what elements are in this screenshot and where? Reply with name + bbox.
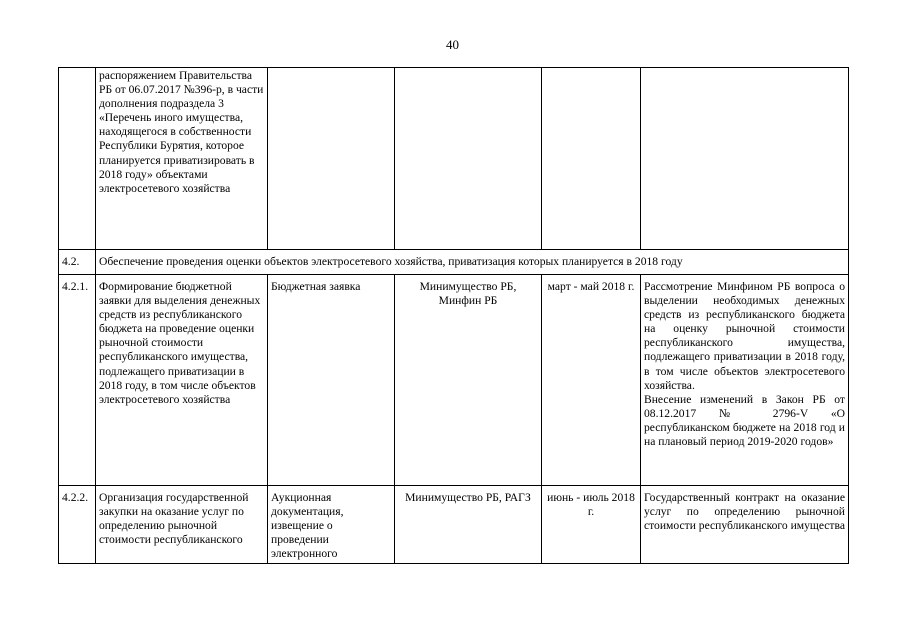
- plan-table: [58, 67, 849, 564]
- section-title-cell: [96, 250, 849, 275]
- page-number: 40: [446, 37, 459, 52]
- result-cell: Государственный контракт на оказание услуг по определению рыночной стоимости республиканского имущества: [641, 486, 849, 564]
- table-row: [59, 486, 849, 564]
- result-paragraph: Рассмотрение Минфином РБ вопроса о выделении необходимых денежных средств из республиканского бюджета на оценку рыночной стоимости республиканского имущества, подлежащего приватизации в 2018 году, в том числе объектов электросетевого хозяйства.: [644, 280, 845, 392]
- document-cell: Бюджетная заявка: [268, 275, 395, 486]
- period-cell: июнь - июль 2018 г.: [542, 486, 641, 564]
- event-cell: Организация государственной закупки на оказание услуг по определению рыночной стоимости республиканского: [96, 486, 268, 564]
- responsible-cell: Минимущество РБ, РАГЗ: [395, 486, 542, 564]
- responsible-cell: Минимущество РБ, Минфин РБ: [395, 275, 542, 486]
- period-cell: март - май 2018 г.: [542, 275, 641, 486]
- result-cell: [641, 275, 849, 486]
- section-number: 4.2.: [62, 255, 80, 268]
- row-number-cell: 4.2.1.: [59, 275, 96, 486]
- table-row: [59, 275, 849, 486]
- document-cell: Аукционная документация, извещение о проведении электронного: [268, 486, 395, 564]
- table-row: [59, 68, 849, 250]
- section-number-cell: [59, 250, 96, 275]
- period-cell: [542, 68, 641, 250]
- event-cell: Формирование бюджетной заявки для выделения денежных средств из республиканского бюджета на проведение оценки рыночной стоимости республиканского имущества, подлежащего приватизации в 2018 году, в том числе объектов электросетевого хозяйства: [96, 275, 268, 486]
- row-number-cell: [59, 68, 96, 250]
- result-cell: [641, 68, 849, 250]
- result-paragraph: Внесение изменений в Закон РБ от 08.12.2017 № 2796-V «О республиканском бюджете на 2018 год и на плановый период 2019-2020 годов»: [644, 392, 845, 449]
- section-title: Обеспечение проведения оценки объектов электросетевого хозяйства, приватизация которых планируется в 2018 году: [99, 255, 683, 268]
- section-row: [59, 250, 849, 275]
- document-cell: [268, 68, 395, 250]
- row-number-cell: 4.2.2.: [59, 486, 96, 564]
- responsible-cell: [395, 68, 542, 250]
- event-cell: распоряжением Правительства РБ от 06.07.2017 №396-р, в части дополнения подраздела 3 «Перечень иного имущества, находящегося в собственности Республики Бурятия, которое планируется приватизировать в 2018 году» объектами электросетевого хозяйства: [96, 68, 268, 250]
